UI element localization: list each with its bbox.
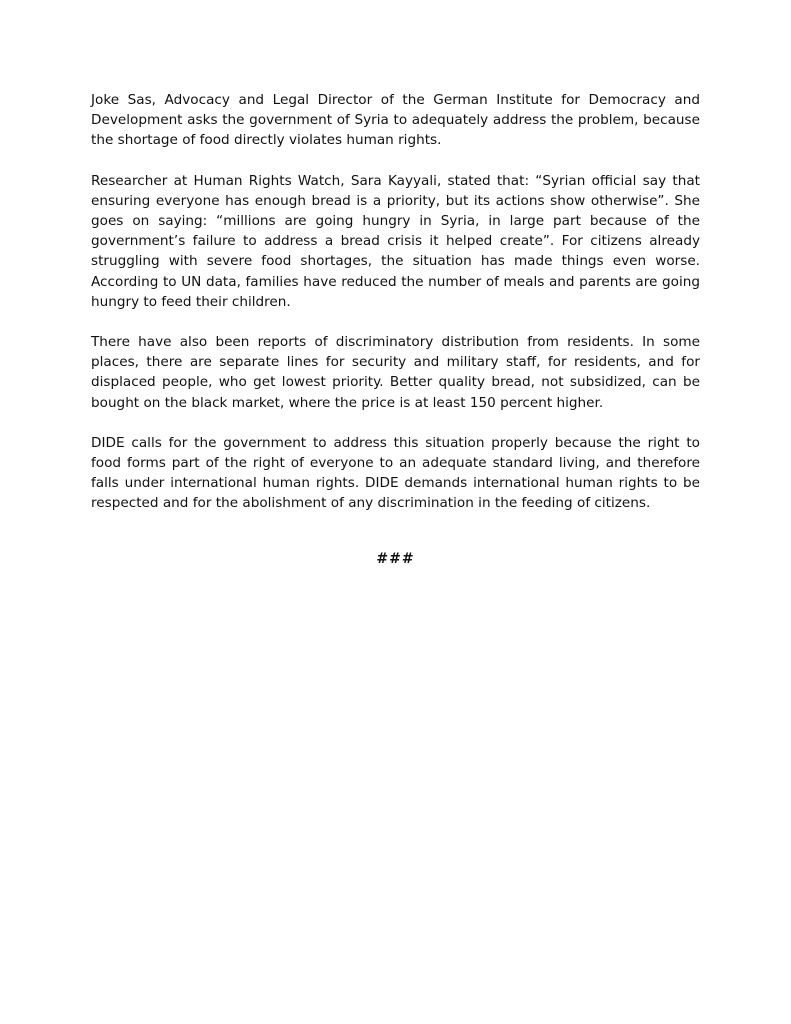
paragraph-discrimination: There have also been reports of discriminatory distribution from residents. In some places, there are separate lines for security and military staff, for residents, and for displaced people, who get lowest priority. Better quality bread, not subsidized, can be bought on the black market, where the price is at least 150 percent higher. [91, 334, 700, 411]
paragraph-hrw-quote: Researcher at Human Rights Watch, Sara Kayyali, stated that: “Syrian official say that ensuring everyone has enough bread is a priority, but its actions show otherwise”. She goes on saying: “millions are going hungry in Syria, in large part because of the government’s failure to address a bread crisis it helped create”. For citizens already struggling with severe food shortages, the situation has made things even worse. According to UN data, families have reduced the number of meals and parents are going hungry to feed their children. [91, 172, 700, 310]
end-mark: ### [376, 551, 415, 567]
document-body [91, 90, 700, 567]
paragraph-dide-call: DIDE calls for the government to address this situation properly because the right to food forms part of the right of everyone to an adequate standard living, and therefore falls under international human rights. DIDE demands international human rights to be respected and for the abolishment of any discrimination in the feeding of citizens. [91, 434, 700, 512]
paragraph-joke-sas: Joke Sas, Advocacy and Legal Director of the German Institute for Democracy and Development asks the government of Syria to adequately address the problem, because the shortage of food directly violates human rights. [91, 92, 700, 149]
